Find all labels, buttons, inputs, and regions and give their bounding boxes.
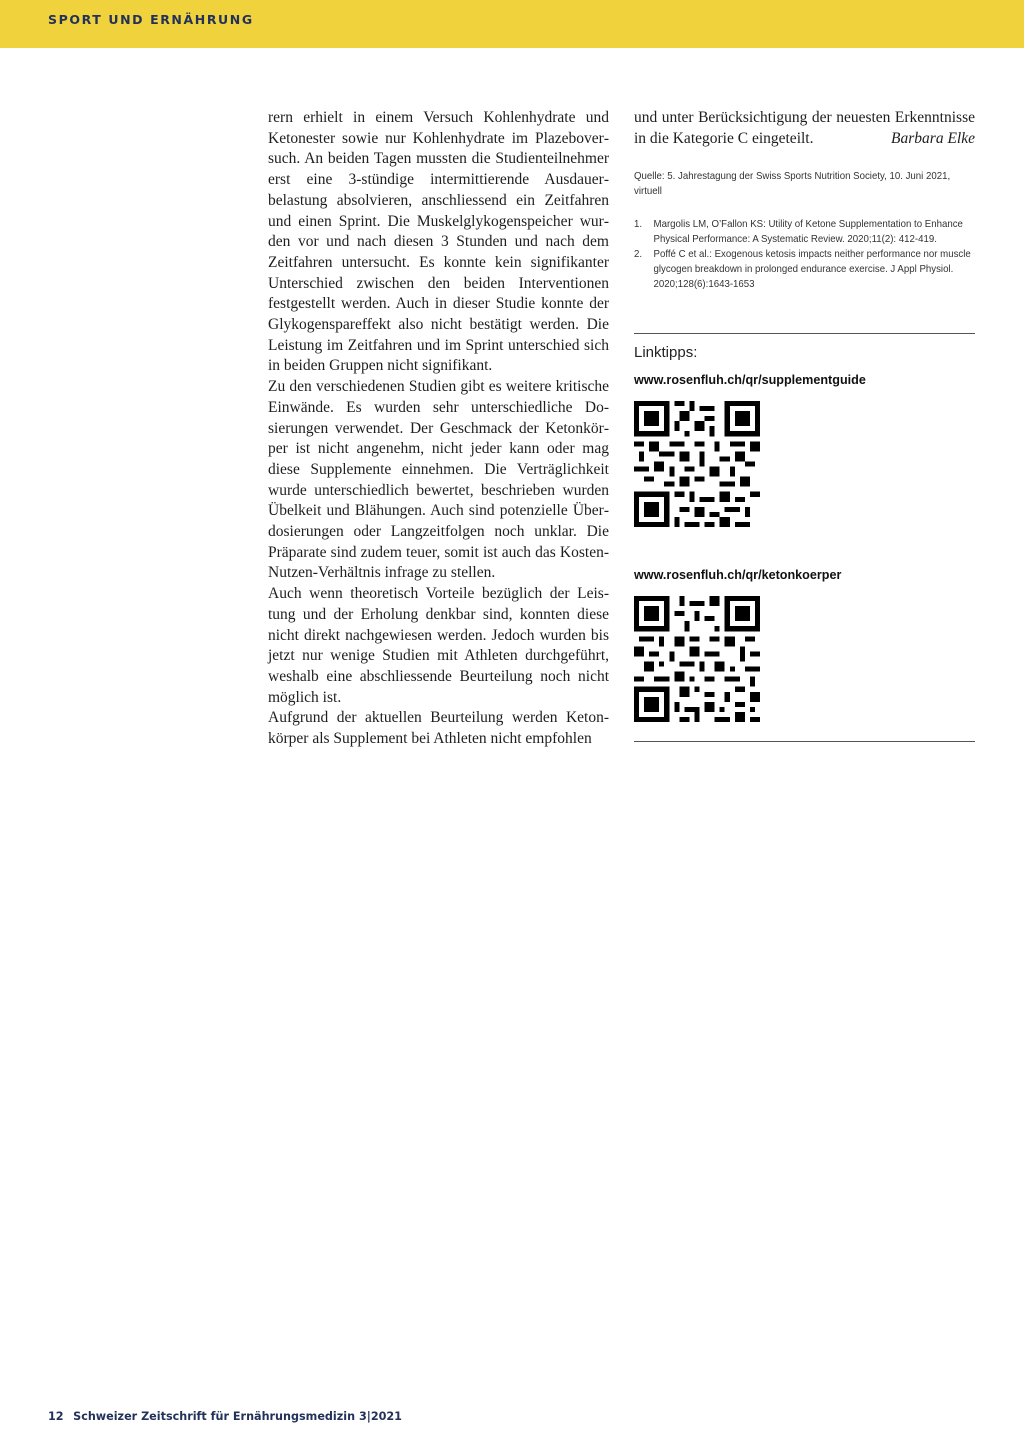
paragraph-continuation <box>634 108 975 149</box>
link-supplementguide[interactable]: www.rosenfluh.ch/qr/supplementguide <box>634 373 866 387</box>
qr-code-icon[interactable] <box>634 596 760 722</box>
article-left-column <box>268 108 609 750</box>
reference-number: 1. <box>634 219 643 231</box>
paragraph: rern erhielt in einem Versuch Kohlenhydrate und Ketonester sowie nur Kohlenhydrate im Plazeboversuch. An beiden Tagen mussten die Studienteilnehmer erst eine 3-stündige intermittierende Ausdauerbelastung absolvieren, anschliessend ein Zeitfahren und einen Sprint. Die Muskelglykogenspeicher wurden vor und nach diesen 3 Stunden und nach dem Zeitfahren untersucht. Es konnte kein signifikanter Unterschied zwischen den beiden Interventionen festgestellt werden. Auch in dieser Studie konnte der Glykogenspareffekt also nicht bestätigt werden. Die Leistung im Zeitfahren und im Sprint unterschied sich in beiden Gruppen nicht signifikant. <box>268 109 609 375</box>
source-note: Quelle: 5. Jahrestagung der Swiss Sports Nutrition Society, 10. Juni 2021, virtuell <box>634 171 951 198</box>
link-ketonkoerper[interactable]: www.rosenfluh.ch/qr/ketonkoerper <box>634 568 842 582</box>
journal-title: Schweizer Zeitschrift für Ernährungsmedizin 3|2021 <box>73 1410 402 1423</box>
paragraph: Aufgrund der aktuellen Beurteilung werden Ketonkörper als Supplement bei Athleten nicht empfohlen <box>268 709 609 748</box>
paragraph: Zu den verschiedenen Studien gibt es weitere kritische Einwände. Es wurden sehr unterschiedliche Dosierungen verwendet. Der Geschmack der Ketonkörper ist nicht angenehm, nicht jeder kann oder mag diese Supplemente einnehmen. Die Verträglichkeit wurde unterschiedlich bewertet, beschrieben wurden Übelkeit und Blähungen. Auch sind potenzielle Überdosierungen oder Langzeitfolgen noch unklar. Die Präparate sind zudem teuer, somit ist auch das Kosten-Nutzen-Verhältnis infrage zu stellen. <box>268 378 609 582</box>
links-heading: Linktipps: <box>634 344 698 361</box>
continuation-text: und unter Berücksichtigung der neuesten Erkenntnisse in die Kategorie C eingeteilt. <box>634 109 975 147</box>
divider <box>634 333 975 334</box>
reference-item <box>634 217 974 247</box>
reference-text: Margolis LM, O’Fallon KS: Utility of Ketone Supplementation to Enhance Physical Performance: A Systematic Review. 2020;11(2): 412-419. <box>653 219 963 246</box>
qr-code-icon[interactable] <box>634 401 760 527</box>
article-right-column <box>634 108 975 292</box>
paragraph: Auch wenn theoretisch Vorteile bezüglich der Leistung und der Erholung denkbar sind, konnten diese nicht direkt nachgewiesen werden. Jedoch wurden bis jetzt nur wenige Studien mit Athleten durchgeführt, weshalb eine abschliessende Beurteilung noch nicht möglich ist. <box>268 585 609 706</box>
reference-list <box>634 217 974 292</box>
divider <box>634 741 975 742</box>
reference-number: 2. <box>634 249 643 261</box>
page-footer <box>48 1410 402 1423</box>
reference-text: Poffé C et al.: Exogenous ketosis impacts neither performance nor muscle glycogen breakdown in prolonged endurance exercise. J Appl Physiol. 2020;128(6):1643-1653 <box>653 249 971 291</box>
author-name: Barbara Elke <box>891 129 975 147</box>
page-number: 12 <box>48 1410 64 1423</box>
section-header-band <box>0 0 1024 48</box>
section-title: SPORT UND ERNÄHRUNG <box>48 12 254 27</box>
reference-item <box>634 247 974 292</box>
